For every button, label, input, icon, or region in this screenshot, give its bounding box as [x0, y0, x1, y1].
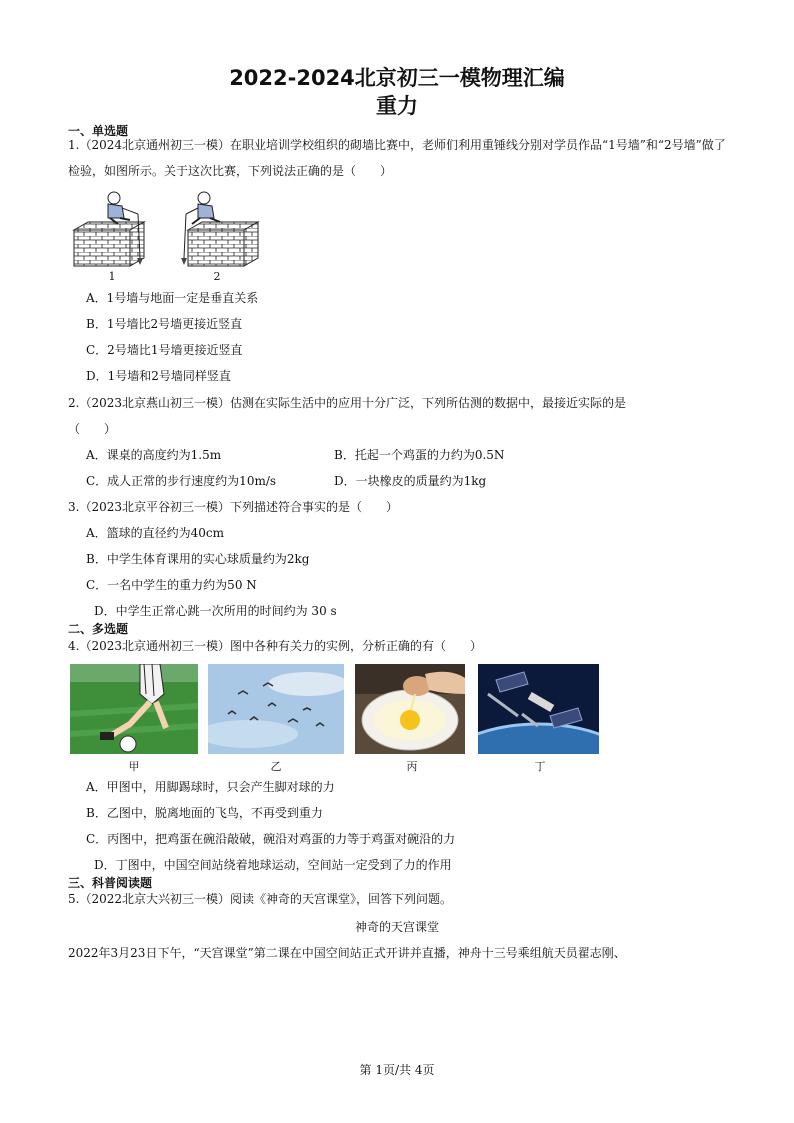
question-1-option-c: C．2号墙比1号墙更接近竖直	[86, 343, 243, 357]
question-3-option-d: D．中学生正常心跳一次所用的时间约为 30 s	[94, 604, 337, 618]
question-5-stem: 5.（2022北京大兴初三一模）阅读《神奇的天宫课堂》，回答下列问题。	[68, 892, 452, 906]
question-2-option-c: C．成人正常的步行速度约为10m/s	[86, 474, 277, 488]
photo-label-jia: 甲	[128, 760, 140, 773]
question-4-option-d: D．丁图中，中国空间站绕着地球运动，空间站一定受到了力的作用	[94, 858, 452, 872]
question-4-option-a: A．甲图中，用脚踢球时，只会产生脚对球的力	[86, 780, 335, 794]
photo-ding-space-station	[478, 664, 599, 754]
figure-label-1: 1	[108, 270, 116, 283]
photo-label-ding: 丁	[534, 760, 546, 773]
question-2-option-d: D．一块橡皮的质量约为1kg	[334, 474, 487, 488]
photo-yi-flying-birds	[208, 664, 344, 754]
question-3-option-a: A．篮球的直径约为40cm	[86, 526, 225, 540]
photo-bing-egg-cracking	[355, 664, 465, 754]
question-2-option-b: B．托起一个鸡蛋的力约为0.5N	[334, 448, 505, 462]
question-3-stem: 3.（2023北京平谷初三一模）下列描述符合事实的是（ ）	[68, 500, 398, 514]
question-2-stem: 2.（2023北京燕山初三一模）估测在实际生活中的应用十分广泛，下列所估测的数据中，最接近实际的是	[68, 396, 626, 410]
question-3-option-b: B．中学生体育课用的实心球质量约为2kg	[86, 552, 310, 566]
question-3-option-c: C．一名中学生的重力约为50 N	[86, 578, 257, 592]
section-heading-multiple-choice: 二、多选题	[68, 622, 129, 636]
question-4-option-c: C．丙图中，把鸡蛋在碗沿敲破，碗沿对鸡蛋的力等于鸡蛋对碗沿的力	[86, 832, 456, 846]
photo-jia-football-kick	[70, 664, 198, 754]
passage-paragraph-1: 2022年3月23日下午，“天宫课堂”第二课在中国空间站正式开讲并直播，神舟十三号乘组航天员翟志刚、	[68, 946, 626, 960]
question-1-option-d: D．1号墙和2号墙同样竖直	[86, 369, 231, 383]
figure-label-2: 2	[213, 270, 221, 283]
document-subtitle: 重力	[376, 94, 418, 118]
brick-walls-plumb-line-illustration	[72, 188, 262, 272]
photo-label-yi: 乙	[270, 760, 282, 773]
document-title: 2022-2024北京初三一模物理汇编	[229, 66, 565, 90]
question-4-stem: 4.（2023北京通州初三一模）图中各种有关力的实例，分析正确的有（ ）	[68, 639, 482, 653]
question-1-figure	[72, 188, 262, 272]
section-heading-reading: 三、科普阅读题	[68, 876, 153, 890]
question-4-option-b: B．乙图中，脱离地面的飞鸟，不再受到重力	[86, 806, 323, 820]
question-1-stem: 1.（2024北京通州初三一模）在职业培训学校组织的砌墙比赛中，老师们利用重锤线分别对学员作品“1号墙”和“2号墙”做了检验，如图所示。关于这次比赛，下列说法正确的是（ ）	[68, 138, 726, 178]
section-heading-single-choice: 一、单选题	[68, 124, 129, 138]
question-1-option-a: A．1号墙与地面一定是垂直关系	[86, 291, 259, 305]
passage-title: 神奇的天宫课堂	[354, 920, 439, 934]
photo-label-bing: 丙	[406, 760, 418, 773]
question-1-option-b: B．1号墙比2号墙更接近竖直	[86, 317, 243, 331]
question-2-option-a: A．课桌的高度约为1.5m	[86, 448, 222, 462]
question-2-stem-cont: （ ）	[68, 422, 117, 436]
page-number: 第 1页/共 4页	[359, 1063, 435, 1077]
